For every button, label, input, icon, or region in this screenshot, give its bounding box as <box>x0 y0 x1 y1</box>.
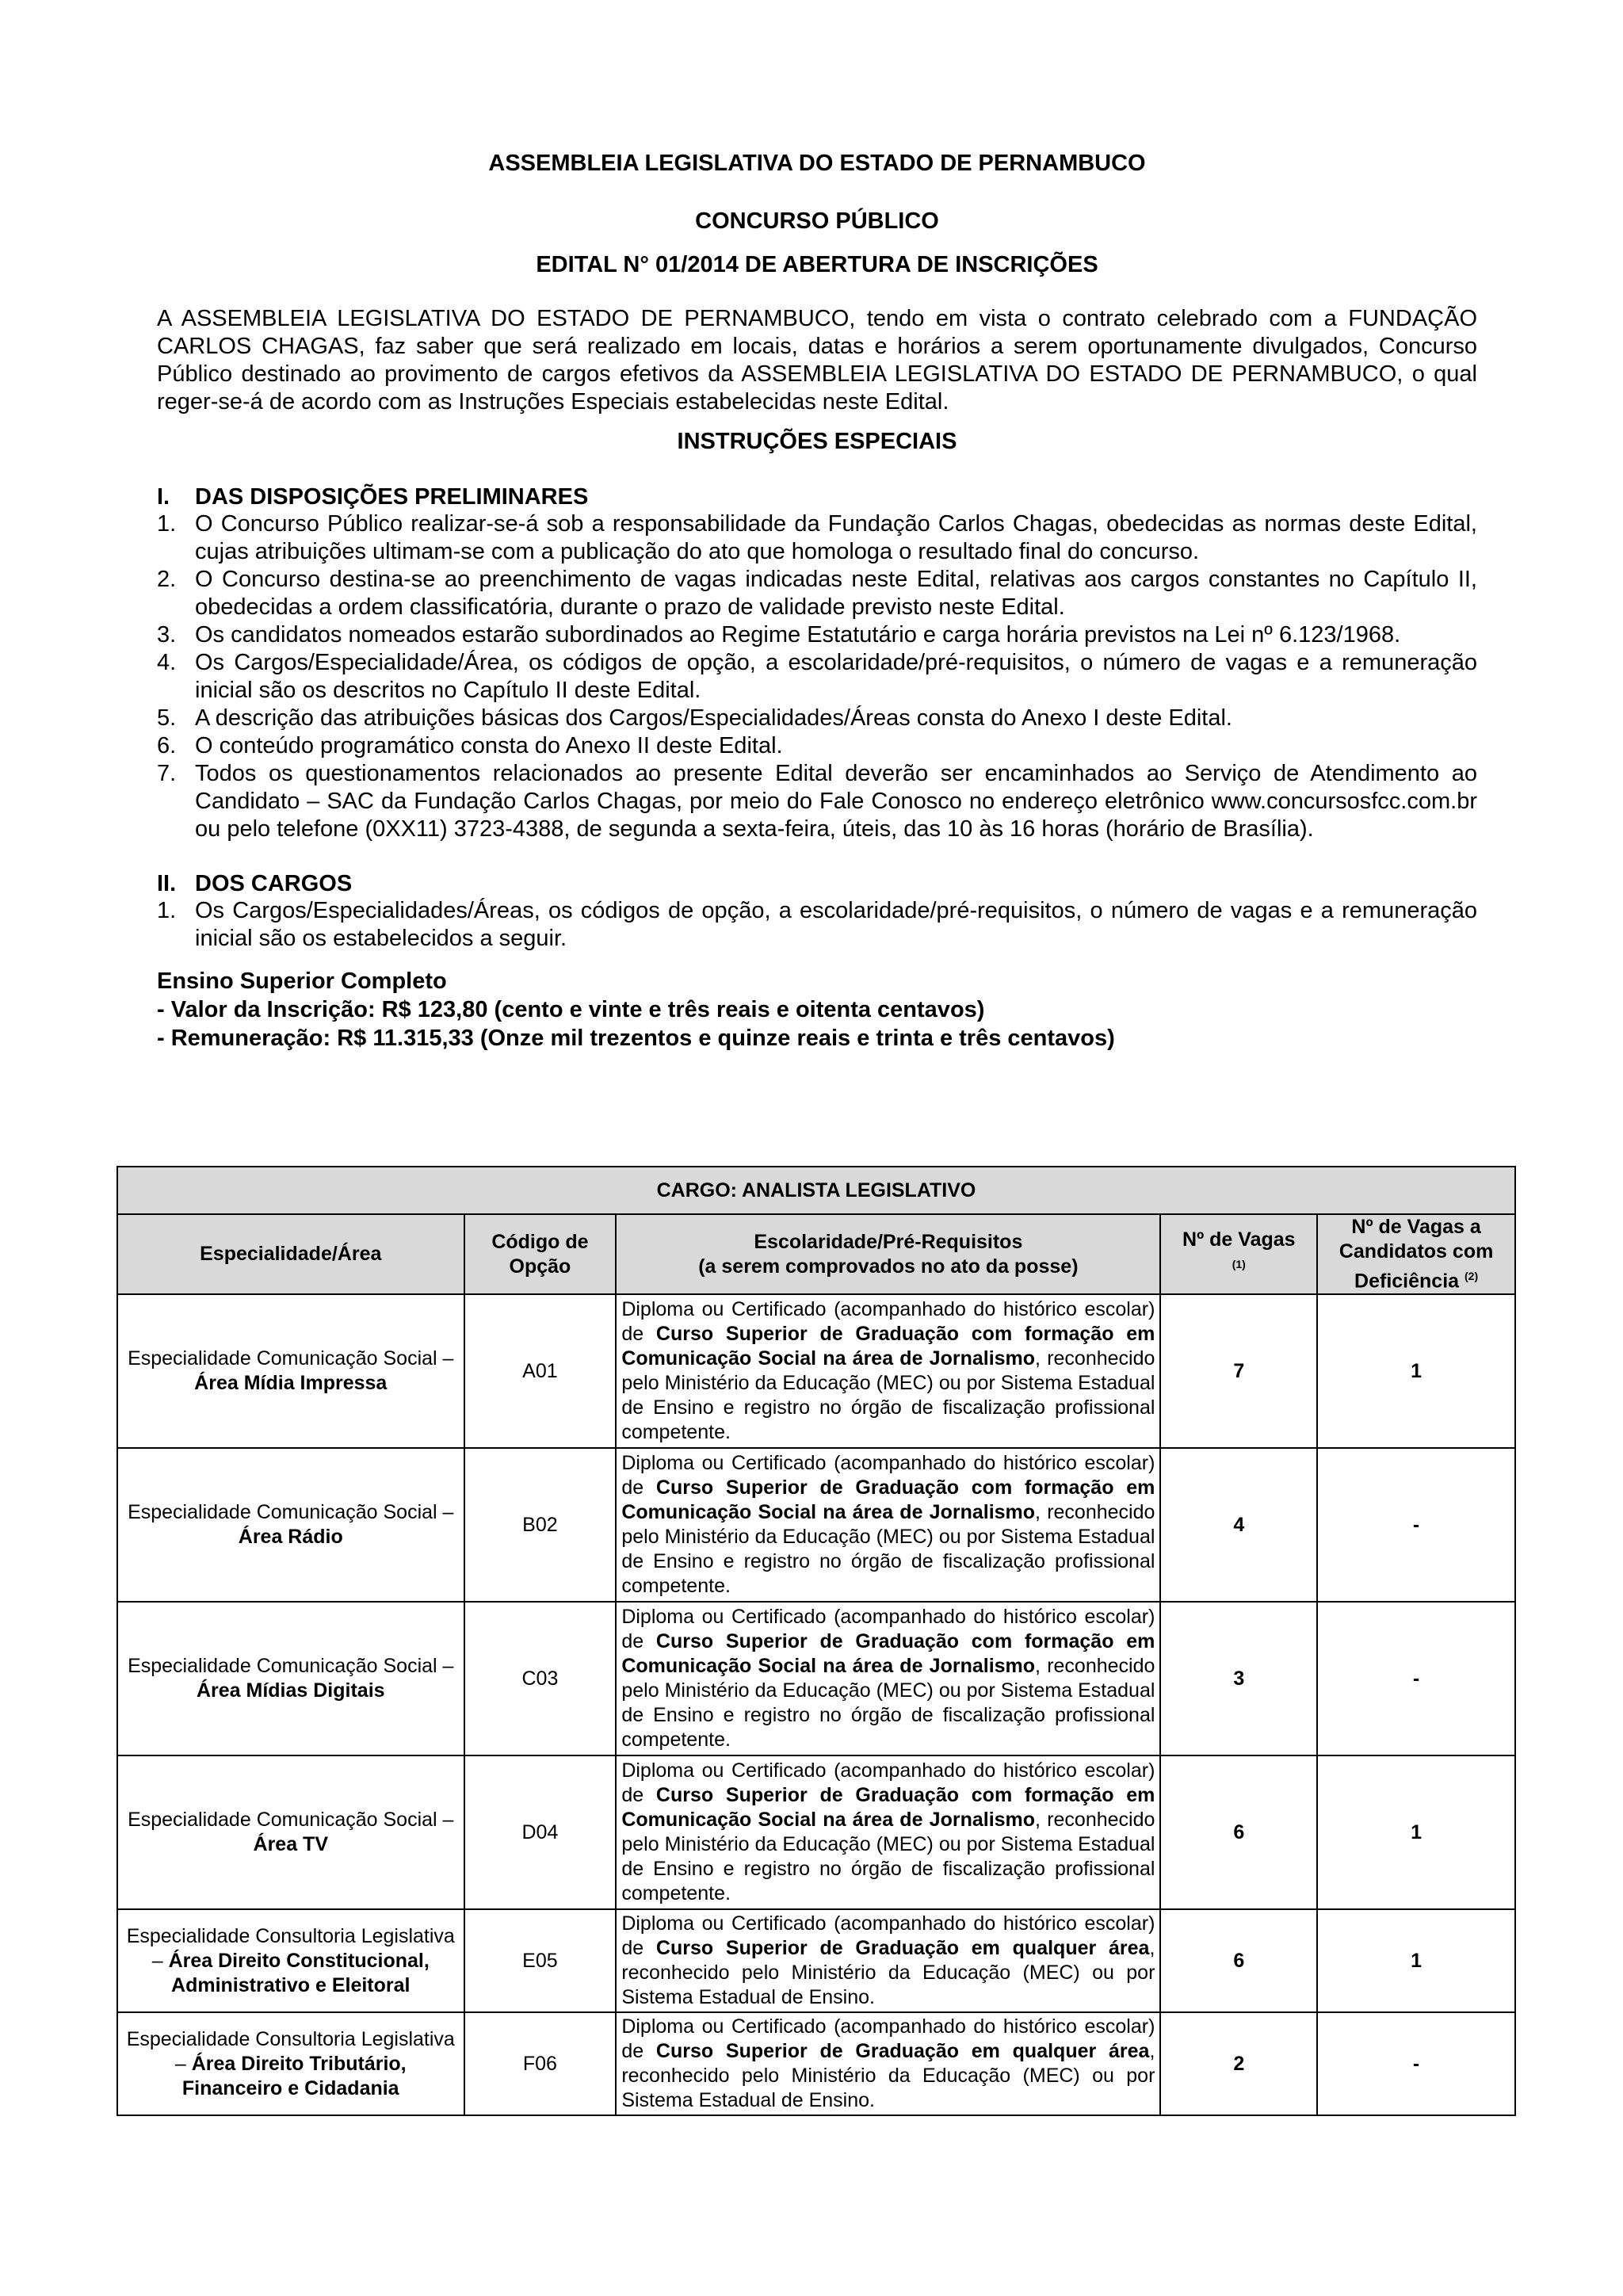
section-2-heading <box>157 870 1477 897</box>
col-header-deficiencia: Nº de Vagas a Candidatos com Deficiência $^{(2)}$ <box>1317 1214 1515 1294</box>
edital-title: EDITAL N° 01/2014 DE ABERTURA DE INSCRIÇÕES <box>536 252 1098 277</box>
list-item: 7. Todos os questionamentos relacionados ao presente Edital deverão ser encaminhados ao Serviço de Atendimento ao Candidato – SAC da Fundação Carlos Chagas, por meio do Fale Conosco no endereço eletrônico www.concursosfcc.com.br ou pelo telefone (0XX11) 3723-4388, de segunda a sexta-feira, úteis, das 10 às 16 horas (horário de Brasília). <box>157 761 1477 842</box>
section-title: DAS DISPOSIÇÕES PRELIMINARES <box>195 484 589 510</box>
list-item: 4. Os Cargos/Especialidade/Área, os códigos de opção, a escolaridade/pré-requisitos, o número de vagas e a remuneração inicial são os descritos no Capítulo II deste Edital. <box>157 650 1477 703</box>
list-item: 1. O Concurso Público realizar-se-á sob a responsabilidade da Fundação Carlos Chagas, obedecidas as normas deste Edital, cujas atribuições ultimam-se com a publicação do ato que homologa o resultado final do concurso. <box>157 511 1477 564</box>
table-row: Especialidade Comunicação Social – Área Mídias Digitais C03 Diploma ou Certificado (acompanhado do histórico escolar) de Curso Superior de Graduação com formação em Comunicação Social na área de Jornalismo, reconhecido pelo Ministério da Educação (MEC) ou por Sistema Estadual de Ensino e registro no órgão de fiscalização profissional competente. 3 - <box>117 1602 1515 1755</box>
col-header-especialidade: Especialidade/Área <box>117 1214 464 1294</box>
list-item: 3. Os candidatos nomeados estarão subordinados ao Regime Estatutário e carga horária previstos na Lei nº 6.123/1968. <box>157 622 1401 648</box>
section-2-list <box>157 897 1477 953</box>
section-1-heading <box>157 483 1477 510</box>
cargo-table <box>116 1166 1516 2116</box>
section-number: I. <box>157 484 170 510</box>
list-item: 2. O Concurso destina-se ao preenchimento de vagas indicadas neste Edital, relativas aos cargos constantes no Capítulo II, obedecidas a ordem classificatória, durante o prazo de validade previsto neste Edital. <box>157 567 1477 620</box>
table-title: CARGO: ANALISTA LEGISLATIVO <box>117 1167 1515 1214</box>
valor-inscricao: - Valor da Inscrição: R$ 123,80 (cento e vinte e três reais e oitenta centavos) <box>157 997 985 1022</box>
col-header-vagas: Nº de Vagas $^{(1)}$ <box>1160 1214 1317 1294</box>
col-header-codigo: Código de Opção <box>464 1214 617 1294</box>
concurso-title: CONCURSO PÚBLICO <box>695 208 939 234</box>
table-row: Especialidade Consultoria Legislativa – Área Direito Constitucional, Administrativo e Eleitoral E05 Diploma ou Certificado (acompanhado do histórico escolar) de Curso Superior de Graduação em qualquer área, reconhecido pelo Ministério da Educação (MEC) ou por Sistema Estadual de Ensino. 6 1 <box>117 1909 1515 2012</box>
intro-paragraph: A ASSEMBLEIA LEGISLATIVA DO ESTADO DE PERNAMBUCO, tendo em vista o contrato celebrado com a FUNDAÇÃO CARLOS CHAGAS, faz saber que será realizado em locais, datas e horários a serem oportunamente divulgados, Concurso Público destinado ao provimento de cargos efetivos da ASSEMBLEIA LEGISLATIVA DO ESTADO DE PERNAMBUCO, o qual reger-se-á de acordo com as Instruções Especiais estabelecidas neste Edital. <box>157 306 1477 415</box>
remuneracao: - Remuneração: R$ 11.315,33 (Onze mil trezentos e quinze reais e trinta e três centavos) <box>157 1026 1115 1051</box>
edital-page <box>157 151 1477 1052</box>
ensino-title: Ensino Superior Completo <box>157 968 447 994</box>
ensino-block <box>157 967 1477 1052</box>
table-row: Especialidade Consultoria Legislativa – Área Direito Tributário, Financeiro e Cidadania F06 Diploma ou Certificado (acompanhado do histórico escolar) de Curso Superior de Graduação em qualquer área, reconhecido pelo Ministério da Educação (MEC) ou por Sistema Estadual de Ensino. 2 - <box>117 2012 1515 2115</box>
institution-title: ASSEMBLEIA LEGISLATIVA DO ESTADO DE PERNAMBUCO <box>488 151 1146 176</box>
table-row: Especialidade Comunicação Social – Área TV D04 Diploma ou Certificado (acompanhado do histórico escolar) de Curso Superior de Graduação com formação em Comunicação Social na área de Jornalismo, reconhecido pelo Ministério da Educação (MEC) ou por Sistema Estadual de Ensino e registro no órgão de fiscalização profissional competente. 6 1 <box>117 1755 1515 1909</box>
list-item: 1. Os Cargos/Especialidades/Áreas, os códigos de opção, a escolaridade/pré-requisitos, o número de vagas e a remuneração inicial são os estabelecidos a seguir. <box>157 898 1477 951</box>
table-header-row <box>117 1214 1515 1294</box>
instrucoes-title: INSTRUÇÕES ESPECIAIS <box>677 429 957 454</box>
list-item: 5. A descrição das atribuições básicas dos Cargos/Especialidades/Áreas consta do Anexo I deste Edital. <box>157 705 1232 731</box>
list-item: 6. O conteúdo programático consta do Anexo II deste Edital. <box>157 733 783 758</box>
section-title: DOS CARGOS <box>195 871 353 896</box>
section-1-list <box>157 510 1477 843</box>
table-row: Especialidade Comunicação Social – Área Rádio B02 Diploma ou Certificado (acompanhado do histórico escolar) de Curso Superior de Graduação com formação em Comunicação Social na área de Jornalismo, reconhecido pelo Ministério da Educação (MEC) ou por Sistema Estadual de Ensino e registro no órgão de fiscalização profissional competente. 4 - <box>117 1448 1515 1602</box>
col-header-escolaridade: Escolaridade/Pré-Requisitos (a serem comprovados no ato da posse) <box>616 1214 1160 1294</box>
section-number: II. <box>157 871 177 896</box>
table-row: Especialidade Comunicação Social – Área Mídia Impressa A01 Diploma ou Certificado (acompanhado do histórico escolar) de Curso Superior de Graduação com formação em Comunicação Social na área de Jornalismo, reconhecido pelo Ministério da Educação (MEC) ou por Sistema Estadual de Ensino e registro no órgão de fiscalização profissional competente. 7 1 <box>117 1294 1515 1448</box>
